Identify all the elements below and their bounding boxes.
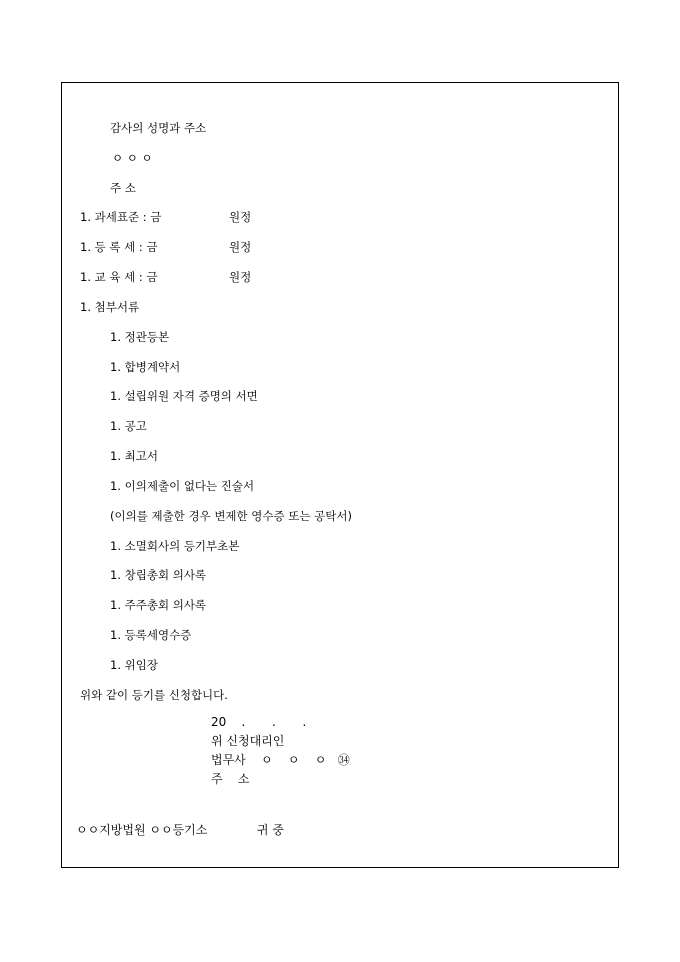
signature-agent: 위 신청대리인 <box>211 734 285 748</box>
registration-tax-label: 1. 등 록 세 : 금 <box>80 240 158 254</box>
auditor-address: 주 소 <box>110 181 136 195</box>
attachment-item: 1. 설립위원 자격 증명의 서면 <box>110 389 258 403</box>
closing-statement: 위와 같이 등기를 신청합니다. <box>80 688 228 702</box>
attachment-item: 1. 위임장 <box>110 658 158 672</box>
attachment-item: 1. 합병계약서 <box>110 360 181 374</box>
attachments-heading: 1. 첨부서류 <box>80 300 140 314</box>
signature-address: 주 소 <box>211 772 250 786</box>
education-tax-label: 1. 교 육 세 : 금 <box>80 270 158 284</box>
signature-scrivener: 법무사 ㅇ ㅇ ㅇ ㉞ <box>211 753 350 767</box>
tax-base-unit: 원정 <box>229 210 252 224</box>
attachment-note: (이의를 제출한 경우 변제한 영수증 또는 공탁서) <box>110 509 352 523</box>
attachment-item: 1. 정관등본 <box>110 330 170 344</box>
signature-date: 20 . . . <box>211 715 307 729</box>
auditor-name: ㅇ ㅇ ㅇ <box>112 151 153 165</box>
auditor-title: 감사의 성명과 주소 <box>110 121 207 135</box>
attachment-item: 1. 창립총회 의사록 <box>110 568 207 582</box>
attachment-item: 1. 소멸회사의 등기부초본 <box>110 539 240 553</box>
attachment-item: 1. 주주총회 의사록 <box>110 598 207 612</box>
document-frame <box>61 82 619 868</box>
attachment-item: 1. 이의제출이 없다는 진술서 <box>110 479 255 493</box>
attachment-item: 1. 등록세영수증 <box>110 628 192 642</box>
attachment-item: 1. 최고서 <box>110 449 158 463</box>
recipient: ㅇㅇ지방법원 ㅇㅇ등기소 귀 중 <box>76 823 284 837</box>
tax-base-label: 1. 과세표준 : 금 <box>80 210 162 224</box>
attachment-item: 1. 공고 <box>110 419 147 433</box>
education-tax-unit: 원정 <box>229 270 252 284</box>
registration-tax-unit: 원정 <box>229 240 252 254</box>
